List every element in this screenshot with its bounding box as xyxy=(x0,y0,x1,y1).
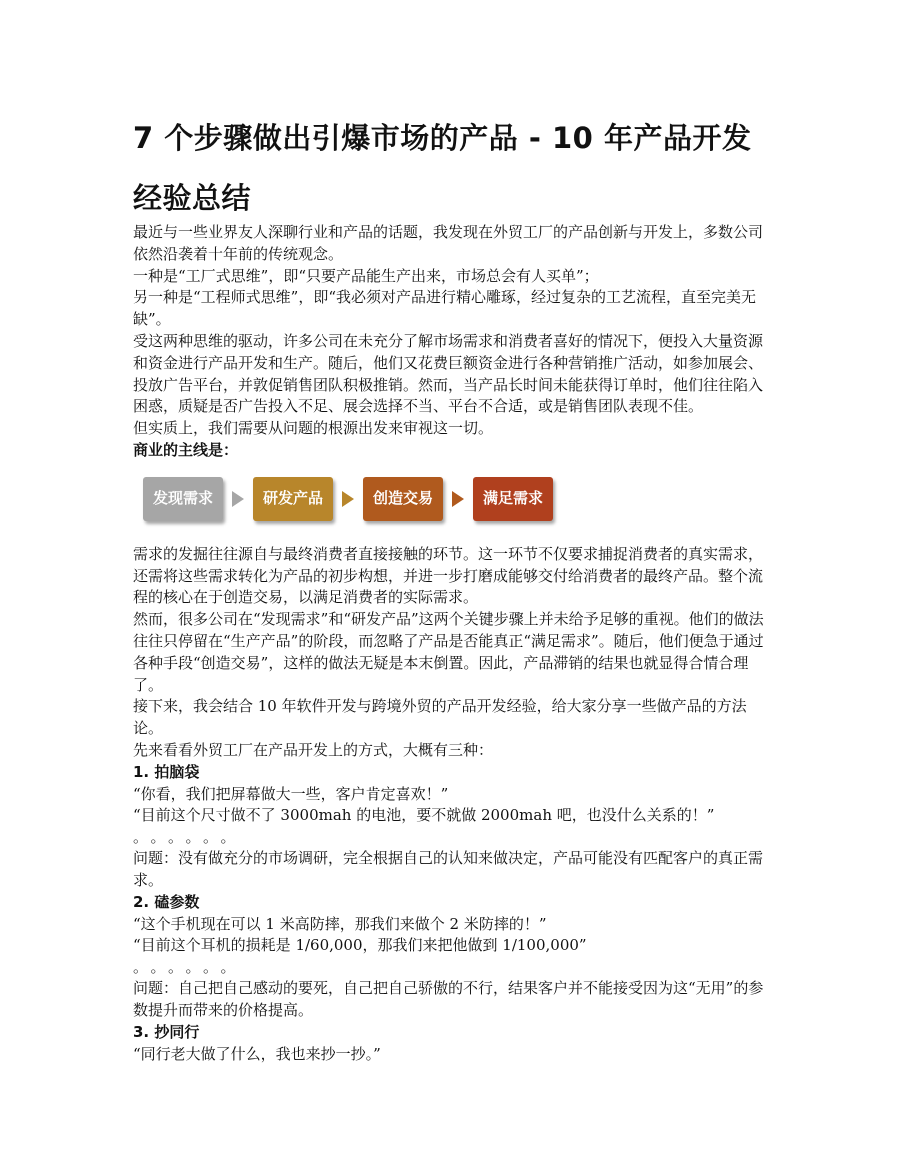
document-title: 7 个步骤做出引爆市场的产品 - 10 年产品开发经验总结 xyxy=(133,121,752,215)
quote-line: “你看，我们把屏幕做大一些，客户肯定喜欢！” xyxy=(133,784,449,803)
quote-line: “目前这个尺寸做不了 3000mah 的电池，要不就做 2000mah 吧，也没什么关系的！” xyxy=(133,806,715,825)
paragraph: 然而，很多公司在“发现需求”和“研发产品”这两个关键步骤上并未给予足够的重视。他们的做法往往只停留在“生产产品”的阶段，而忽略了产品是否能真正“满足需求”。随后，他们便急于通过各种手段“创造交易”，这样的做法无疑是本末倒置。因此，产品滞销的结果也就显得合情合理了。 xyxy=(133,610,764,694)
arrow-right-icon xyxy=(232,491,244,507)
paragraph: 先来看看外贸工厂在产品开发上的方式，大概有三种： xyxy=(133,740,494,759)
section-heading: 3. 抄同行 xyxy=(133,1022,200,1041)
paragraph: 但实质上，我们需要从问题的根源出发来审视这一切。 xyxy=(133,419,494,438)
problem-text: 问题：自己把自己感动的要死，自己把自己骄傲的不行，结果客户并不能接受因为这“无用”的参数提升而带来的价格提高。 xyxy=(133,979,764,1019)
document-page xyxy=(133,108,773,1065)
ellipsis-dots: 。。。。。。 xyxy=(133,958,246,977)
ellipsis-dots: 。。。。。。 xyxy=(133,828,246,847)
arrow-right-icon xyxy=(342,491,354,507)
flow-step-discover-demand: 发现需求 xyxy=(143,477,223,521)
paragraph: 需求的发掘往往源自与最终消费者直接接触的环节。这一环节不仅要求捕捉消费者的真实需求，还需将这些需求转化为产品的初步构想，并进一步打磨成能够交付给消费者的最终产品。整个流程的核心在于创造交易，以满足消费者的实际需求。 xyxy=(133,544,764,607)
paragraph: 另一种是“工程师式思维”，即“我必须对产品进行精心雕琢，经过复杂的工艺流程，直至完美无缺”。 xyxy=(133,288,757,329)
section-heading: 2. 磕参数 xyxy=(133,892,200,911)
paragraph: 受这两种思维的驱动，许多公司在未充分了解市场需求和消费者喜好的情况下，便投入大量资源和资金进行产品开发和生产。随后，他们又花费巨额资金进行各种营销推广活动，如参加展会、投放广告平台，并敦促销售团队积极推销。然而，当产品长时间未能获得订单时，他们往往陷入困惑，质疑是否广告投入不足、展会选择不当、平台不合适，或是销售团队表现不佳。 xyxy=(133,331,764,416)
flow-step-develop-product: 研发产品 xyxy=(253,477,333,521)
quote-line: “同行老大做了什么，我也来抄一抄。” xyxy=(133,1044,381,1063)
paragraph: 一种是“工厂式思维”，即“只要产品能生产出来，市场总会有人买单”； xyxy=(133,266,599,285)
paragraph: 接下来，我会结合 10 年软件开发与跨境外贸的产品开发经验，给大家分享一些做产品的方法论。 xyxy=(133,697,747,738)
arrow-right-icon xyxy=(452,491,464,507)
problem-text: 问题：没有做充分的市场调研，完全根据自己的认知来做决定，产品可能没有匹配客户的真正需求。 xyxy=(133,849,764,889)
flow-step-create-deal: 创造交易 xyxy=(363,477,443,521)
quote-line: “这个手机现在可以 1 米高防摔，那我们来做个 2 米防摔的！” xyxy=(133,914,547,933)
business-flow-diagram xyxy=(143,476,773,522)
mainline-heading: 商业的主线是： xyxy=(133,440,239,459)
quote-line: “目前这个耳机的损耗是 1/60,000，那我们来把他做到 1/100,000” xyxy=(133,936,587,955)
paragraph: 最近与一些业界友人深聊行业和产品的话题，我发现在外贸工厂的产品创新与开发上，多数公司依然沿袭着十年前的传统观念。 xyxy=(133,223,764,263)
flow-step-meet-demand: 满足需求 xyxy=(473,477,553,521)
section-heading: 1. 拍脑袋 xyxy=(133,762,200,781)
